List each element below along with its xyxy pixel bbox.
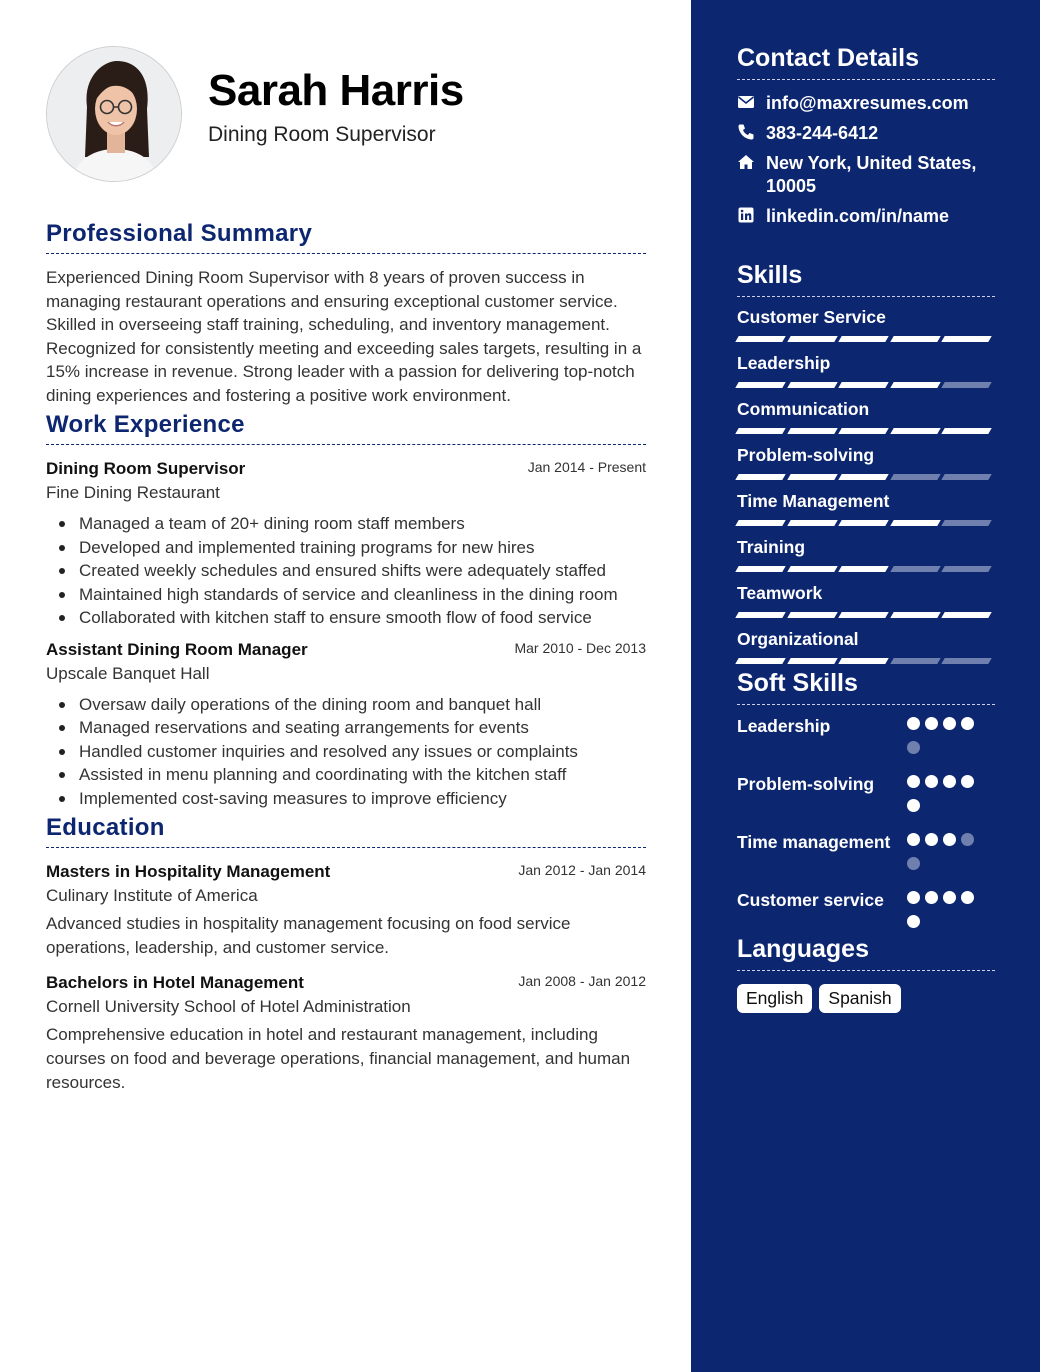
language-tag: English bbox=[737, 984, 812, 1013]
skill-level-bar bbox=[737, 428, 995, 435]
sidebar-content bbox=[737, 44, 995, 1013]
rating-dot bbox=[943, 891, 956, 904]
skill-level-bar bbox=[737, 612, 995, 619]
job-header bbox=[46, 459, 646, 479]
rating-dot bbox=[907, 799, 920, 812]
education-entry bbox=[46, 973, 646, 1095]
rating-dot bbox=[943, 717, 956, 730]
contact-heading: Contact Details bbox=[737, 44, 995, 80]
skill-level-segment bbox=[735, 336, 785, 342]
skill-level-segment bbox=[787, 336, 837, 342]
soft-skill-item bbox=[737, 889, 995, 939]
skill-level-bar bbox=[737, 520, 995, 527]
skill-level-bar bbox=[737, 336, 995, 343]
list-item: Developed and implemented training programs for new hires bbox=[46, 536, 646, 560]
skill-level-segment bbox=[890, 658, 940, 664]
envelope-icon bbox=[737, 93, 757, 113]
skill-item bbox=[737, 536, 995, 573]
rating-dot bbox=[907, 833, 920, 846]
education-header bbox=[46, 862, 646, 882]
skill-level-segment bbox=[838, 382, 888, 388]
linkedin-text: linkedin.com/in/name bbox=[766, 206, 950, 226]
skill-item bbox=[737, 582, 995, 619]
list-item: Collaborated with kitchen staff to ensure smooth flow of food service bbox=[46, 606, 646, 630]
skill-level-segment bbox=[942, 474, 992, 480]
phone-text: 383-244-6412 bbox=[766, 123, 879, 143]
skill-level-segment bbox=[838, 612, 888, 618]
job-date: Mar 2010 - Dec 2013 bbox=[514, 639, 646, 656]
skill-level-segment bbox=[838, 658, 888, 664]
rating-dot bbox=[961, 833, 974, 846]
list-item: Managed a team of 20+ dining room staff members bbox=[46, 512, 646, 536]
skill-level-bar bbox=[737, 658, 995, 665]
skill-level-segment bbox=[735, 474, 785, 480]
skill-level-segment bbox=[838, 566, 888, 572]
candidate-name: Sarah Harris bbox=[208, 65, 464, 115]
job-bullets bbox=[46, 693, 646, 811]
languages-list bbox=[737, 984, 995, 1013]
summary-section bbox=[46, 220, 646, 407]
soft-skill-item bbox=[737, 773, 995, 823]
soft-skills-list bbox=[737, 715, 995, 939]
skill-level-segment bbox=[787, 428, 837, 434]
summary-text: Experienced Dining Room Supervisor with 8 years of proven success in managing restaurant operations and ensuring exceptional customer service. Skilled in overseeing staff training, scheduling, and inventory management. Recognized for consistently meeting and exceeding sales targets, resulting in a 15% increase in revenue. Strong leader with a passion for delivering top-notch dining experiences and fostering a positive work environment. bbox=[46, 268, 642, 405]
education-date: Jan 2012 - Jan 2014 bbox=[518, 862, 646, 878]
soft-skill-rating bbox=[907, 717, 979, 765]
skill-name: Time Management bbox=[737, 491, 890, 511]
rating-dot bbox=[907, 891, 920, 904]
skills-list bbox=[737, 306, 995, 665]
job-header bbox=[46, 640, 646, 660]
avatar bbox=[46, 46, 182, 182]
skill-level-segment bbox=[890, 336, 940, 342]
linkedin-icon bbox=[737, 206, 757, 226]
education-description: Advanced studies in hospitality management focusing on food service operations, leadership, and customer service. bbox=[46, 914, 571, 957]
rating-dot bbox=[961, 717, 974, 730]
list-item: Handled customer inquiries and resolved any issues or complaints bbox=[46, 740, 646, 764]
school-name: Cornell University School of Hotel Administration bbox=[46, 997, 411, 1016]
skill-level-segment bbox=[942, 566, 992, 572]
skill-level-segment bbox=[838, 520, 888, 526]
rating-dot bbox=[907, 741, 920, 754]
skill-item bbox=[737, 490, 995, 527]
education-heading: Education bbox=[46, 814, 646, 848]
rating-dot bbox=[907, 775, 920, 788]
skill-level-bar bbox=[737, 566, 995, 573]
rating-dot bbox=[925, 717, 938, 730]
rating-dot bbox=[907, 857, 920, 870]
list-item: Managed reservations and seating arrangements for events bbox=[46, 716, 646, 740]
address-text: New York, United States, 10005 bbox=[766, 153, 977, 196]
job-title: Assistant Dining Room Manager bbox=[46, 639, 308, 659]
soft-skill-item bbox=[737, 715, 995, 765]
skill-level-segment bbox=[890, 566, 940, 572]
degree-title: Masters in Hospitality Management bbox=[46, 862, 331, 881]
contact-linkedin[interactable] bbox=[737, 205, 995, 228]
languages-heading: Languages bbox=[737, 935, 995, 971]
soft-skill-rating bbox=[907, 833, 979, 881]
list-item: Maintained high standards of service and cleanliness in the dining room bbox=[46, 583, 646, 607]
skill-level-segment bbox=[787, 382, 837, 388]
main-column bbox=[46, 46, 646, 1095]
skill-name: Customer Service bbox=[737, 307, 886, 327]
rating-dot bbox=[925, 891, 938, 904]
rating-dot bbox=[943, 775, 956, 788]
candidate-title: Dining Room Supervisor bbox=[208, 123, 436, 147]
job-title: Dining Room Supervisor bbox=[46, 459, 246, 478]
list-item: Implemented cost-saving measures to improve efficiency bbox=[46, 787, 646, 811]
rating-dot bbox=[907, 915, 920, 928]
job-organization: Upscale Banquet Hall bbox=[46, 663, 210, 683]
summary-heading: Professional Summary bbox=[46, 220, 646, 254]
soft-skill-rating bbox=[907, 891, 979, 939]
resume-header bbox=[46, 46, 646, 182]
skill-level-segment bbox=[735, 658, 785, 664]
rating-dot bbox=[925, 833, 938, 846]
skill-name: Leadership bbox=[737, 353, 831, 373]
skill-name: Organizational bbox=[737, 629, 859, 649]
soft-skills-heading: Soft Skills bbox=[737, 669, 995, 705]
skill-level-segment bbox=[890, 428, 940, 434]
phone-icon bbox=[737, 123, 757, 143]
job-entry bbox=[46, 459, 646, 630]
skill-level-segment bbox=[942, 612, 992, 618]
language-tag: Spanish bbox=[819, 984, 900, 1013]
rating-dot bbox=[943, 833, 956, 846]
soft-skill-name: Leadership bbox=[737, 716, 831, 736]
soft-skill-name: Customer service bbox=[737, 890, 884, 910]
skill-level-segment bbox=[735, 612, 785, 618]
name-block bbox=[208, 67, 464, 147]
job-organization: Fine Dining Restaurant bbox=[46, 483, 220, 502]
soft-skill-rating bbox=[907, 775, 979, 823]
skill-item bbox=[737, 628, 995, 665]
skill-level-segment bbox=[890, 382, 940, 388]
skill-level-segment bbox=[735, 428, 785, 434]
skill-level-segment bbox=[838, 428, 888, 434]
skill-level-segment bbox=[890, 474, 940, 480]
education-date: Jan 2008 - Jan 2012 bbox=[518, 973, 646, 989]
experience-section bbox=[46, 411, 646, 810]
list-item: Created weekly schedules and ensured shifts were adequately staffed bbox=[46, 559, 646, 583]
contact-email[interactable] bbox=[737, 92, 995, 115]
skill-level-segment bbox=[735, 520, 785, 526]
contact-address bbox=[737, 152, 995, 198]
skill-level-segment bbox=[787, 566, 837, 572]
rating-dot bbox=[961, 891, 974, 904]
list-item: Assisted in menu planning and coordinating with the kitchen staff bbox=[46, 763, 646, 787]
skill-name: Teamwork bbox=[737, 583, 823, 603]
skills-heading: Skills bbox=[737, 261, 995, 297]
skill-name: Training bbox=[737, 537, 806, 557]
job-bullets bbox=[46, 512, 646, 630]
soft-skill-name: Time management bbox=[737, 832, 891, 852]
skill-item bbox=[737, 306, 995, 343]
skill-item bbox=[737, 444, 995, 481]
skill-name: Communication bbox=[737, 399, 870, 419]
degree-title: Bachelors in Hotel Management bbox=[46, 973, 304, 992]
skill-level-segment bbox=[787, 474, 837, 480]
skill-item bbox=[737, 352, 995, 389]
skill-level-segment bbox=[787, 658, 837, 664]
profile-photo-icon bbox=[47, 47, 182, 182]
education-entry bbox=[46, 862, 646, 960]
rating-dot bbox=[925, 775, 938, 788]
skill-level-segment bbox=[838, 474, 888, 480]
skill-level-segment bbox=[735, 566, 785, 572]
contact-phone[interactable] bbox=[737, 122, 995, 145]
home-icon bbox=[737, 153, 757, 173]
contact-list bbox=[737, 92, 995, 228]
skill-level-segment bbox=[942, 382, 992, 388]
skill-level-segment bbox=[942, 428, 992, 434]
skill-level-segment bbox=[890, 520, 940, 526]
skill-level-segment bbox=[787, 520, 837, 526]
skill-item bbox=[737, 398, 995, 435]
skill-level-segment bbox=[838, 336, 888, 342]
education-description: Comprehensive education in hotel and restaurant management, including courses on food and beverage operations, financial management, and human resources. bbox=[46, 1025, 631, 1092]
job-entry bbox=[46, 640, 646, 811]
skill-level-bar bbox=[737, 382, 995, 389]
list-item: Oversaw daily operations of the dining room and banquet hall bbox=[46, 693, 646, 717]
soft-skill-item bbox=[737, 831, 995, 881]
experience-heading: Work Experience bbox=[46, 411, 646, 445]
education-header bbox=[46, 973, 646, 993]
skill-level-segment bbox=[942, 520, 992, 526]
email-text: info@maxresumes.com bbox=[766, 93, 969, 113]
skill-level-segment bbox=[942, 658, 992, 664]
skill-name: Problem-solving bbox=[737, 445, 875, 465]
rating-dot bbox=[907, 717, 920, 730]
rating-dot bbox=[961, 775, 974, 788]
skill-level-segment bbox=[735, 382, 785, 388]
education-section bbox=[46, 814, 646, 1095]
sidebar bbox=[691, 0, 1040, 1372]
job-date: Jan 2014 - Present bbox=[527, 459, 646, 475]
skill-level-segment bbox=[942, 336, 992, 342]
skill-level-segment bbox=[787, 612, 837, 618]
skill-level-bar bbox=[737, 474, 995, 481]
school-name: Culinary Institute of America bbox=[46, 886, 258, 905]
skill-level-segment bbox=[890, 612, 940, 618]
soft-skill-name: Problem-solving bbox=[737, 774, 875, 794]
